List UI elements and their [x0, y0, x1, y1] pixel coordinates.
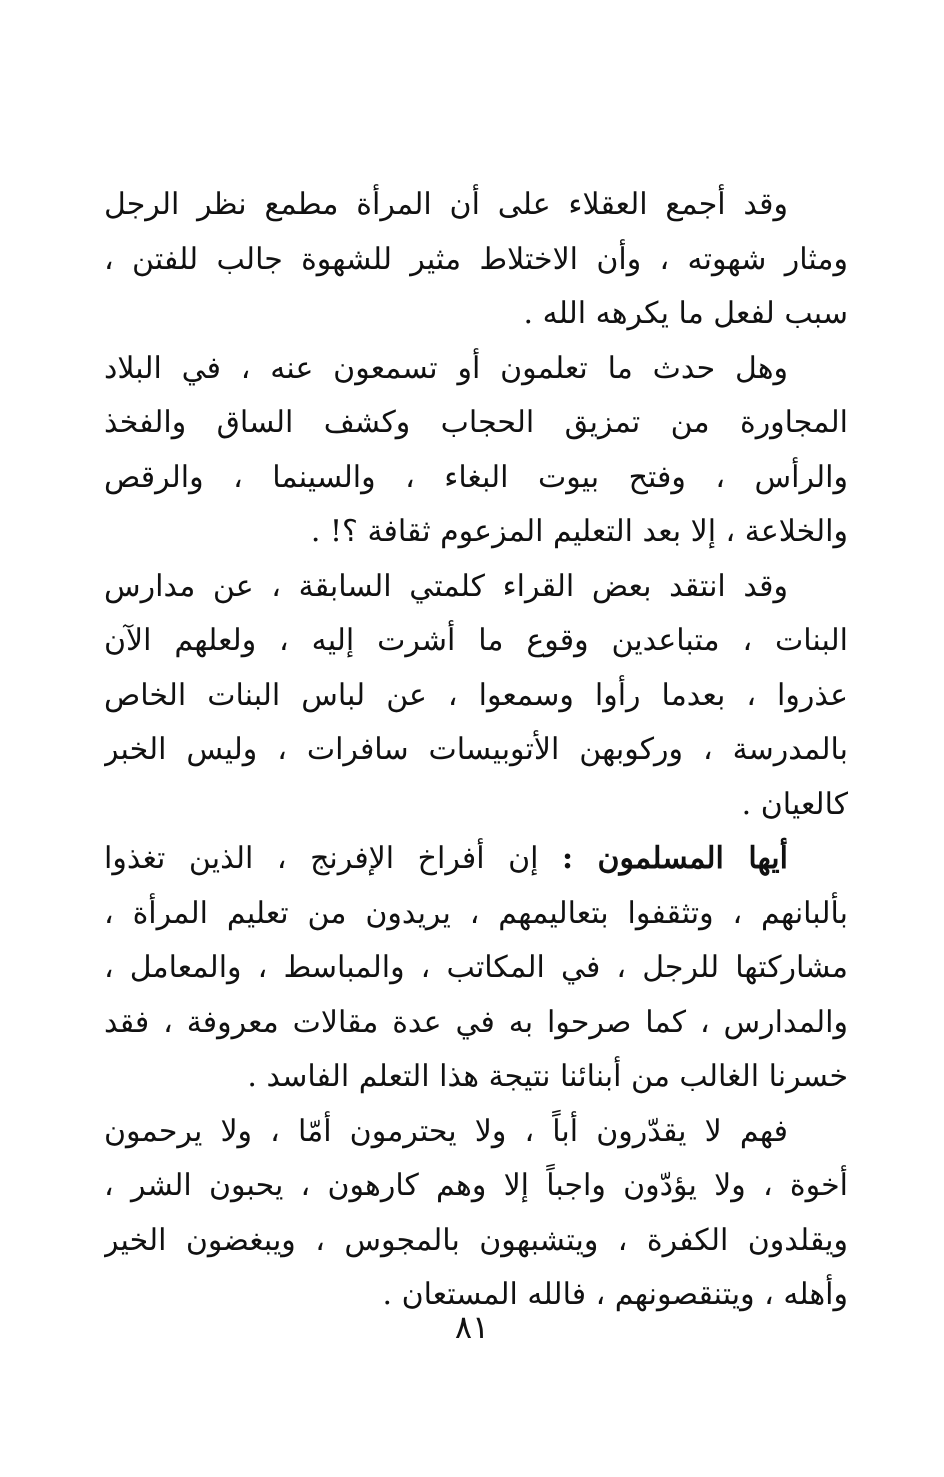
- text-line-10: عذروا ، بعدما رأوا وسمعوا ، عن لباس البنات الخاص: [104, 677, 848, 713]
- text-line-15: مشاركتها للرجل ، في المكاتب ، والمباسط ، والمعامل ،: [104, 950, 848, 985]
- text-line-17: خسرنا الغالب من أبنائنا نتيجة هذا التعلم الفاسد .: [247, 1059, 848, 1094]
- text-line-3: سبب لفعل ما يكرهه الله .: [523, 296, 848, 331]
- text-line-14: بألبانهم ، وتثقفوا بتعاليمهم ، يريدون من تعليم المرأة ،: [104, 895, 848, 931]
- text-line-18: فهم لا يقدّرون أباً ، ولا يحترمون أمّا ، ولا يرحمون: [104, 1113, 788, 1149]
- page-number: ٨١: [454, 1308, 490, 1346]
- body-text: [104, 178, 848, 1323]
- address-heading: أيها المسلمون :: [562, 841, 788, 876]
- text-line-20: ويقلدون الكفرة ، ويتشبهون بالمجوس ، ويبغضون الخير: [104, 1222, 848, 1258]
- text-line-7: والخلاعة ، إلا بعد التعليم المزعوم ثقافة ؟! .: [310, 514, 848, 549]
- text-line-16: والمدارس ، كما صرحوا به في عدة مقالات معروفة ، فقد: [104, 1004, 848, 1040]
- text-line-19: أخوة ، ولا يؤدّون واجباً إلا وهم كارهون ، يحبون الشر ،: [104, 1168, 848, 1203]
- text-line-2: ومثار شهوته ، وأن الاختلاط مثير للشهوة جالب للفتن ،: [104, 241, 848, 277]
- text-line-5: المجاورة من تمزيق الحجاب وكشف الساق والفخذ: [104, 405, 848, 440]
- text-line-6: والرأس ، وفتح بيوت البغاء ، والسينما ، والرقص: [104, 459, 848, 495]
- text-line-1: وقد أجمع العقلاء على أن المرأة مطمع نظر الرجل: [104, 187, 788, 222]
- text-line-12: كالعيان .: [741, 786, 848, 822]
- address-text: إن أفراخ الإفرنج ، الذين تغذوا: [104, 841, 539, 876]
- text-line-21: وأهله ، ويتنقصونهم ، فالله المستعان .: [382, 1277, 848, 1312]
- text-line-13: [104, 832, 848, 887]
- text-line-11: بالمدرسة ، وركوبهن الأتوبيسات سافرات ، وليس الخبر: [104, 732, 848, 767]
- text-line-8: وقد انتقد بعض القراء كلمتي السابقة ، عن مدارس: [104, 568, 788, 604]
- text-line-4: وهل حدث ما تعلمون أو تسمعون عنه ، في البلاد: [104, 350, 788, 386]
- text-line-9: البنات ، متباعدين وقوع ما أشرت إليه ، ولعلهم الآن: [104, 623, 848, 658]
